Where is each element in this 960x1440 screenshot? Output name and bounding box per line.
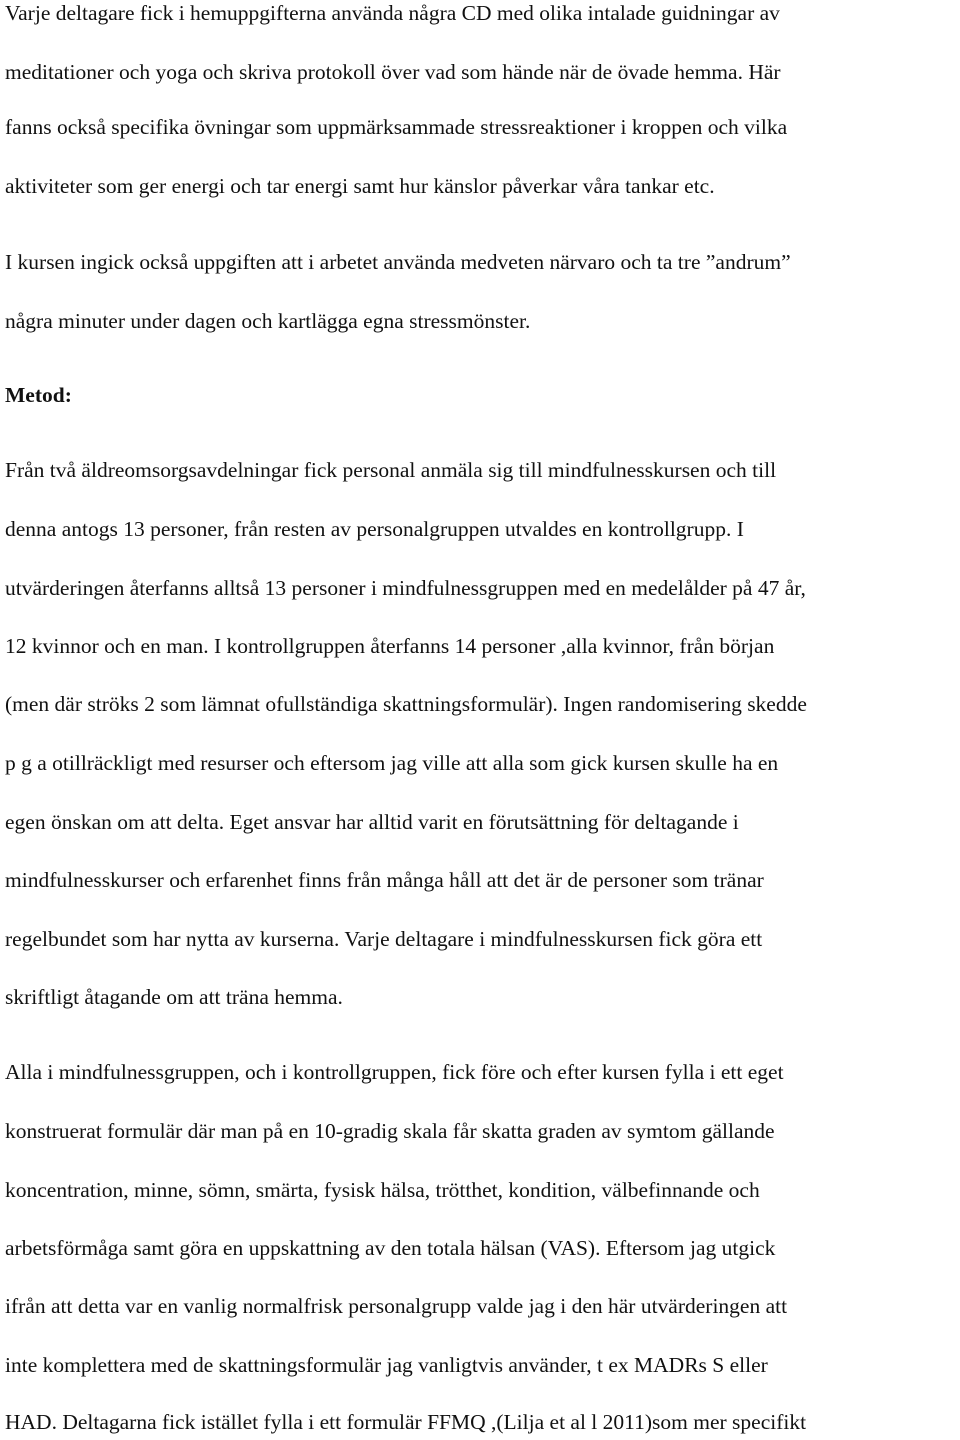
- text-line: Alla i mindfulnessgruppen, och i kontrollgruppen, fick före och efter kursen fylla i ett eget: [5, 1060, 784, 1084]
- text-line: ifrån att detta var en vanlig normalfrisk personalgrupp valde jag i den här utvärderingen att: [5, 1294, 788, 1318]
- text-line: Från två äldreomsorgsavdelningar fick personal anmäla sig till mindfulnesskursen och till: [5, 458, 777, 482]
- text-line: arbetsförmåga samt göra en uppskattning av den totala hälsan (VAS). Eftersom jag utgick: [5, 1236, 776, 1260]
- text-line: egen önskan om att delta. Eget ansvar har alltid varit en förutsättning för deltagande i: [5, 810, 739, 834]
- text-line: fanns också specifika övningar som uppmärksammade stressreaktioner i kroppen och vilka: [5, 115, 788, 139]
- text-line: (men där ströks 2 som lämnat ofullständiga skattningsformulär). Ingen randomisering skedde: [5, 692, 807, 716]
- text-line: HAD. Deltagarna fick istället fylla i ett formulär FFMQ ,(Lilja et al l 2011)som mer specifikt: [5, 1410, 807, 1434]
- text-line: utvärderingen återfanns alltså 13 personer i mindfulnessgruppen med en medelålder på 47 år,: [5, 576, 806, 600]
- text-line: mindfulnesskurser och erfarenhet finns från många håll att det är de personer som tränar: [5, 868, 764, 892]
- text-line: koncentration, minne, sömn, smärta, fysisk hälsa, trötthet, kondition, välbefinnande och: [5, 1178, 760, 1202]
- text-line: inte komplettera med de skattningsformulär jag vanligtvis använder, t ex MADRs S eller: [5, 1353, 768, 1377]
- text-line: konstruerat formulär där man på en 10-gradig skala får skatta graden av symtom gällande: [5, 1119, 775, 1143]
- text-line: Varje deltagare fick i hemuppgifterna använda några CD med olika intalade guidningar av: [5, 1, 780, 25]
- text-line: skriftligt åtagande om att träna hemma.: [5, 985, 343, 1009]
- text-line: p g a otillräckligt med resurser och eftersom jag ville att alla som gick kursen skulle ha en: [5, 751, 779, 775]
- section-heading-metod: Metod:: [5, 383, 72, 407]
- text-line: denna antogs 13 personer, från resten av personalgruppen utvaldes en kontrollgrupp. I: [5, 517, 744, 541]
- text-line: några minuter under dagen och kartlägga egna stressmönster.: [5, 309, 531, 333]
- text-line: 12 kvinnor och en man. I kontrollgruppen återfanns 14 personer ,alla kvinnor, från början: [5, 634, 775, 658]
- text-line: meditationer och yoga och skriva protokoll över vad som hände när de övade hemma. Här: [5, 60, 781, 84]
- text-line: aktiviteter som ger energi och tar energi samt hur känslor påverkar våra tankar etc.: [5, 174, 715, 198]
- text-line: I kursen ingick också uppgiften att i arbetet använda medveten närvaro och ta tre ”andrum”: [5, 250, 791, 274]
- text-line: regelbundet som har nytta av kurserna. Varje deltagare i mindfulnesskursen fick göra ett: [5, 927, 763, 951]
